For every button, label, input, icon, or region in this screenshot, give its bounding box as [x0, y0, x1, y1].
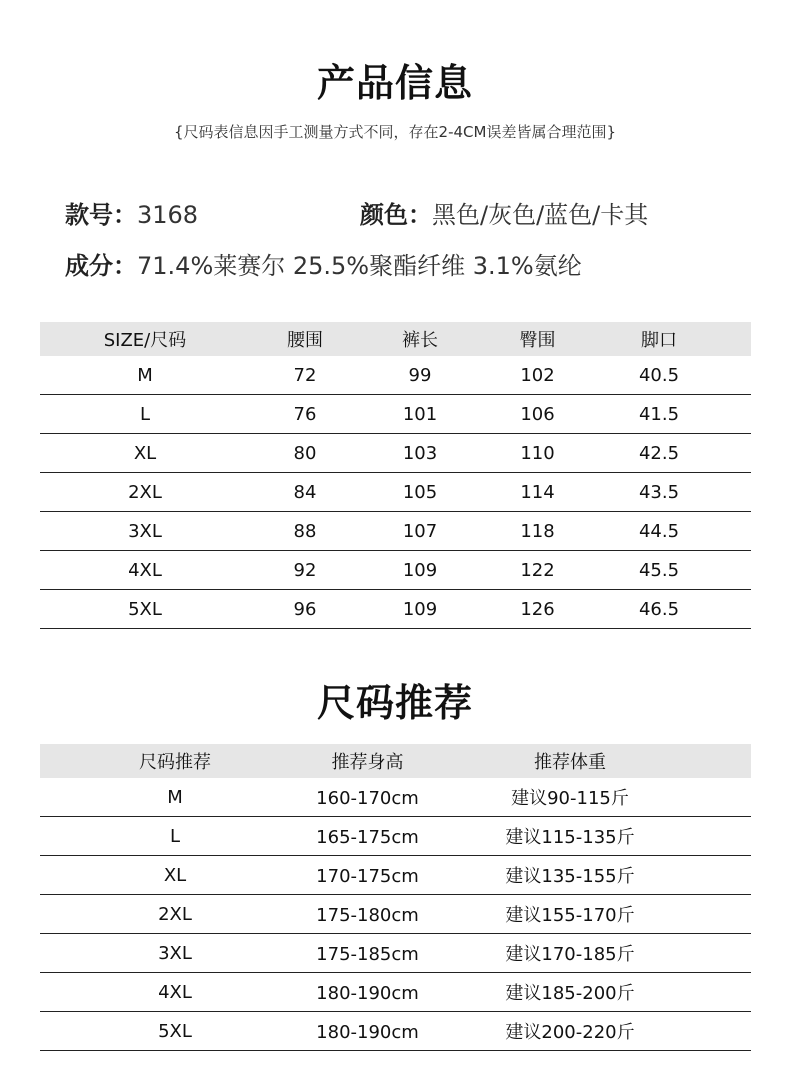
table-row — [40, 551, 751, 590]
table-row — [40, 973, 751, 1012]
cell-length: 109 — [360, 590, 480, 629]
cell-height-weight — [310, 856, 675, 895]
size-chart-header-row — [40, 322, 751, 356]
composition-label: 成分： — [65, 252, 137, 280]
table-row — [40, 590, 751, 629]
cell-spacer — [723, 473, 751, 512]
size-recommend-title: 尺码推荐 — [316, 681, 473, 725]
cell-size: 2XL — [40, 473, 250, 512]
cell-size: M — [40, 356, 250, 395]
color-value: 黑色/灰色/蓝色/卡其 — [432, 201, 649, 229]
cell-height: 175-185cm — [316, 944, 419, 965]
cell-height: 180-190cm — [316, 1022, 419, 1043]
cell-size: XL — [40, 434, 250, 473]
cell-hem: 42.5 — [595, 434, 723, 473]
cell-length: 105 — [360, 473, 480, 512]
cell-hip: 118 — [480, 512, 595, 551]
cell-weight: 建议90-115斤 — [511, 788, 629, 809]
cell-height-weight — [310, 895, 675, 934]
cell-spacer — [675, 1012, 751, 1051]
table-row — [40, 512, 751, 551]
cell-size: 3XL — [40, 512, 250, 551]
table-row — [40, 356, 751, 395]
composition-line — [65, 246, 582, 281]
cell-waist: 92 — [250, 551, 360, 590]
cell-weight: 建议200-220斤 — [505, 1022, 635, 1043]
table-row — [40, 856, 751, 895]
cell-waist: 96 — [250, 590, 360, 629]
cell-height-weight — [310, 817, 675, 856]
header-hem: 脚口 — [595, 322, 723, 356]
style-number-line — [65, 195, 198, 230]
cell-size: L — [40, 395, 250, 434]
color-label: 颜色： — [360, 201, 432, 229]
cell-weight: 建议115-135斤 — [505, 827, 635, 848]
cell-hip: 122 — [480, 551, 595, 590]
cell-height: 175-180cm — [316, 905, 419, 926]
cell-spacer — [723, 356, 751, 395]
cell-spacer — [675, 778, 751, 817]
color-line — [360, 195, 648, 230]
cell-spacer — [723, 434, 751, 473]
cell-spacer — [723, 590, 751, 629]
cell-size: L — [40, 817, 310, 856]
cell-hip: 126 — [480, 590, 595, 629]
cell-waist: 72 — [250, 356, 360, 395]
cell-size: 5XL — [40, 590, 250, 629]
cell-height: 165-175cm — [316, 827, 419, 848]
cell-spacer — [723, 395, 751, 434]
cell-size: XL — [40, 856, 310, 895]
cell-length: 107 — [360, 512, 480, 551]
table-row — [40, 895, 751, 934]
recommend-header-row — [40, 744, 751, 778]
cell-size: M — [40, 778, 310, 817]
cell-height: 170-175cm — [316, 866, 419, 887]
cell-length: 101 — [360, 395, 480, 434]
cell-weight: 建议135-155斤 — [505, 866, 635, 887]
cell-hem: 43.5 — [595, 473, 723, 512]
style-number-label: 款号： — [65, 201, 137, 229]
cell-spacer — [675, 895, 751, 934]
cell-height: 180-190cm — [316, 983, 419, 1004]
measurement-note: {尺码表信息因手工测量方式不同，存在2-4CM误差皆属合理范围} — [173, 123, 616, 141]
cell-spacer — [675, 817, 751, 856]
cell-waist: 76 — [250, 395, 360, 434]
cell-waist: 80 — [250, 434, 360, 473]
cell-hem: 41.5 — [595, 395, 723, 434]
cell-length: 99 — [360, 356, 480, 395]
header-spacer — [723, 322, 751, 356]
table-row — [40, 395, 751, 434]
cell-hip: 114 — [480, 473, 595, 512]
cell-size: 4XL — [40, 551, 250, 590]
table-row — [40, 473, 751, 512]
cell-waist: 84 — [250, 473, 360, 512]
cell-spacer — [675, 973, 751, 1012]
header-recommend-height-weight — [310, 744, 675, 778]
cell-weight: 建议170-185斤 — [505, 944, 635, 965]
table-row — [40, 434, 751, 473]
cell-hip: 102 — [480, 356, 595, 395]
header-spacer — [675, 744, 751, 778]
cell-hip: 106 — [480, 395, 595, 434]
header-size: SIZE/尺码 — [40, 322, 250, 356]
cell-size: 2XL — [40, 895, 310, 934]
header-waist: 腰围 — [250, 322, 360, 356]
size-recommend-table — [40, 744, 751, 1051]
header-recommend-size: 尺码推荐 — [40, 744, 310, 778]
cell-waist: 88 — [250, 512, 360, 551]
table-row — [40, 934, 751, 973]
style-number-value: 3168 — [137, 201, 199, 229]
cell-weight: 建议155-170斤 — [505, 905, 635, 926]
cell-hem: 46.5 — [595, 590, 723, 629]
cell-spacer — [675, 856, 751, 895]
cell-height-weight — [310, 973, 675, 1012]
cell-hip: 110 — [480, 434, 595, 473]
header-recommend-height: 推荐身高 — [331, 752, 404, 773]
header-recommend-weight: 推荐体重 — [534, 752, 606, 773]
header-length: 裤长 — [360, 322, 480, 356]
cell-hem: 45.5 — [595, 551, 723, 590]
cell-weight: 建议185-200斤 — [505, 983, 635, 1004]
cell-spacer — [675, 934, 751, 973]
cell-spacer — [723, 551, 751, 590]
table-row — [40, 817, 751, 856]
size-chart-table — [40, 322, 751, 629]
table-row — [40, 778, 751, 817]
cell-height-weight — [310, 934, 675, 973]
cell-length: 109 — [360, 551, 480, 590]
cell-hem: 44.5 — [595, 512, 723, 551]
cell-size: 3XL — [40, 934, 310, 973]
product-info-title: 产品信息 — [316, 61, 473, 105]
cell-height-weight — [310, 778, 675, 817]
table-row — [40, 1012, 751, 1051]
header-hip: 臀围 — [480, 322, 595, 356]
composition-value: 71.4%莱赛尔 25.5%聚酯纤维 3.1%氨纶 — [137, 252, 582, 280]
cell-spacer — [723, 512, 751, 551]
cell-hem: 40.5 — [595, 356, 723, 395]
cell-size: 5XL — [40, 1012, 310, 1051]
cell-height: 160-170cm — [316, 788, 419, 809]
cell-size: 4XL — [40, 973, 310, 1012]
cell-height-weight — [310, 1012, 675, 1051]
cell-length: 103 — [360, 434, 480, 473]
